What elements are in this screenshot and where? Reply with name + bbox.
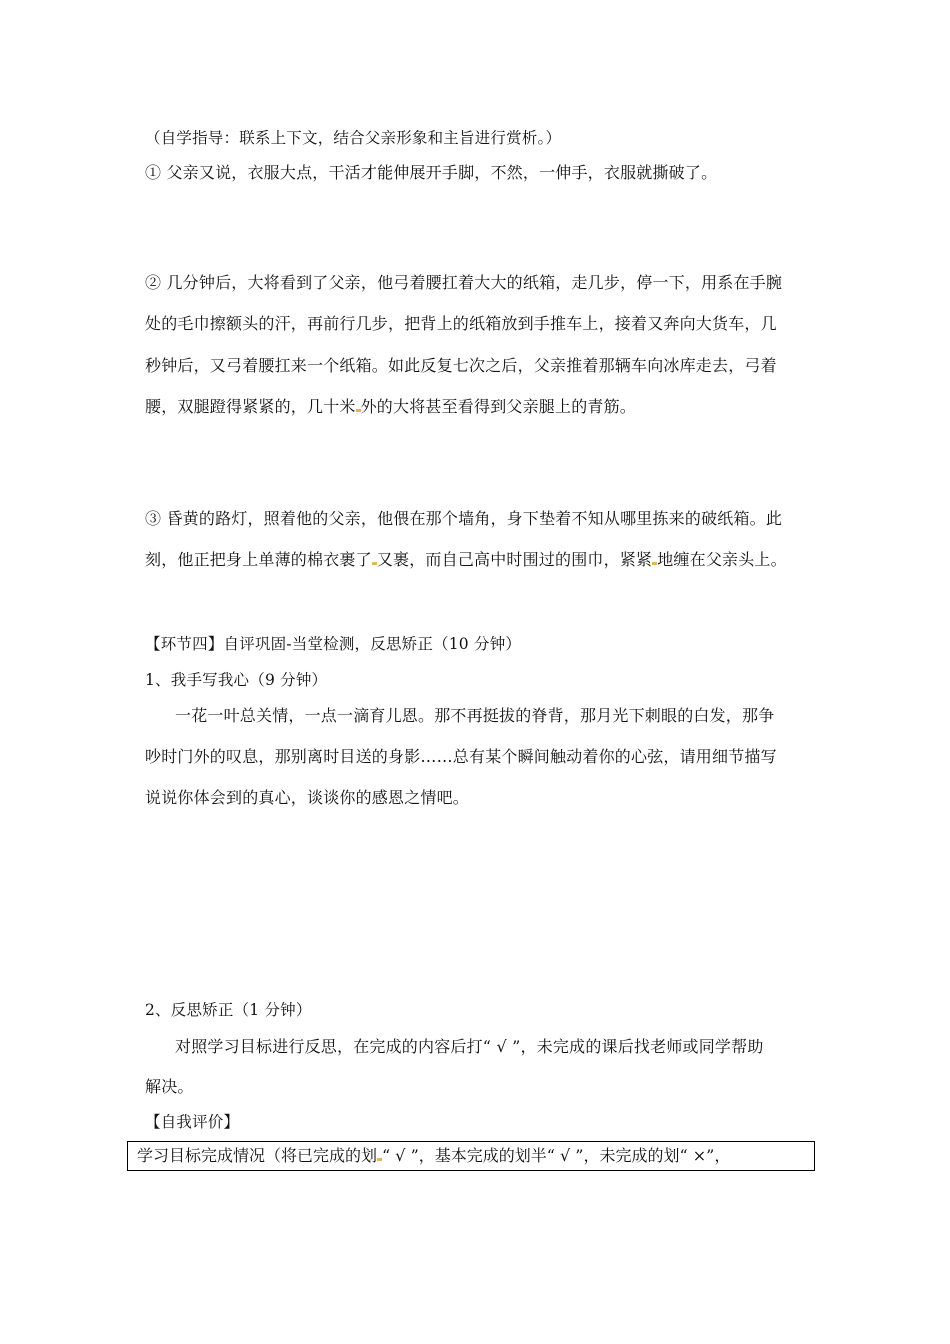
task-2-line-1: 对照学习目标进行反思，在完成的内容后打“ √ ”，未完成的课后找老师或同学帮助	[175, 1037, 764, 1056]
task-2-title: 2、反思矫正（1 分钟）	[145, 1001, 312, 1019]
table-text-part-a: 学习目标完成情况（将已完成的划	[137, 1146, 378, 1165]
self-eval-table-header	[137, 1146, 730, 1166]
task-1-line-3: 说说你体会到的真心，谈谈你的感恩之情吧。	[145, 788, 470, 807]
item-3-line-2-part-b: 又裹，而自己高中时围过的围巾，紧紧	[376, 550, 653, 569]
section-4-title: 【环节四】自评巩固-当堂检测，反思矫正（10 分钟）	[145, 635, 522, 653]
item-2-line-1: ② 几分钟后，大将看到了父亲，他弓着腰扛着大大的纸箱，走几步，停一下，用系在手腕	[145, 273, 783, 292]
item-3-line-2-part-c: 地缠在父亲头上。	[657, 550, 787, 569]
item-2-line-4	[145, 397, 636, 417]
item-2-line-2: 处的毛巾擦额头的汗，再前行几步，把背上的纸箱放到手推车上，接着又奔向大货车，几	[145, 314, 777, 333]
task-2-line-2: 解决。	[145, 1077, 194, 1096]
self-eval-title: 【自我评价】	[145, 1113, 240, 1131]
item-3-line-1: ③ 昏黄的路灯，照着他的父亲，他偎在那个墙角，身下垫着不知从哪里拣来的破纸箱。此	[145, 509, 783, 528]
task-1-line-2: 吵时门外的叹息，那别离时目送的身影……总有某个瞬间触动着你的心弦，请用细节描写	[145, 747, 777, 766]
item-2-line-3: 秒钟后，又弓着腰扛来一个纸箱。如此反复七次之后，父亲推着那辆车向冰库走去，弓着	[145, 356, 777, 375]
table-text-part-b: “ √ ”，基本完成的划半“ √ ”，未完成的划“ ×”，	[382, 1146, 731, 1165]
item-3-line-2-part-a: 刻，他正把身上单薄的棉衣裹了	[145, 550, 372, 569]
item-2-line-4-part-b: 外的大将甚至看得到父亲腿上的青筋。	[360, 397, 637, 416]
item-2-line-4-part-a: 腰，双腿蹬得紧紧的，几十米	[145, 397, 356, 416]
self-eval-table	[127, 1141, 815, 1171]
self-study-guide: （自学指导：联系上下文，结合父亲形象和主旨进行赏析。）	[145, 129, 562, 147]
task-1-line-1: 一花一叶总关情，一点一滴育儿恩。那不再挺拔的脊背，那月光下刺眼的白发，那争	[175, 706, 775, 725]
task-1-title: 1、我手写我心（9 分钟）	[145, 671, 328, 689]
item-3-line-2	[145, 550, 787, 570]
item-1-text: ① 父亲又说，衣服大点，干活才能伸展开手脚，不然，一伸手，衣服就撕破了。	[145, 163, 718, 182]
